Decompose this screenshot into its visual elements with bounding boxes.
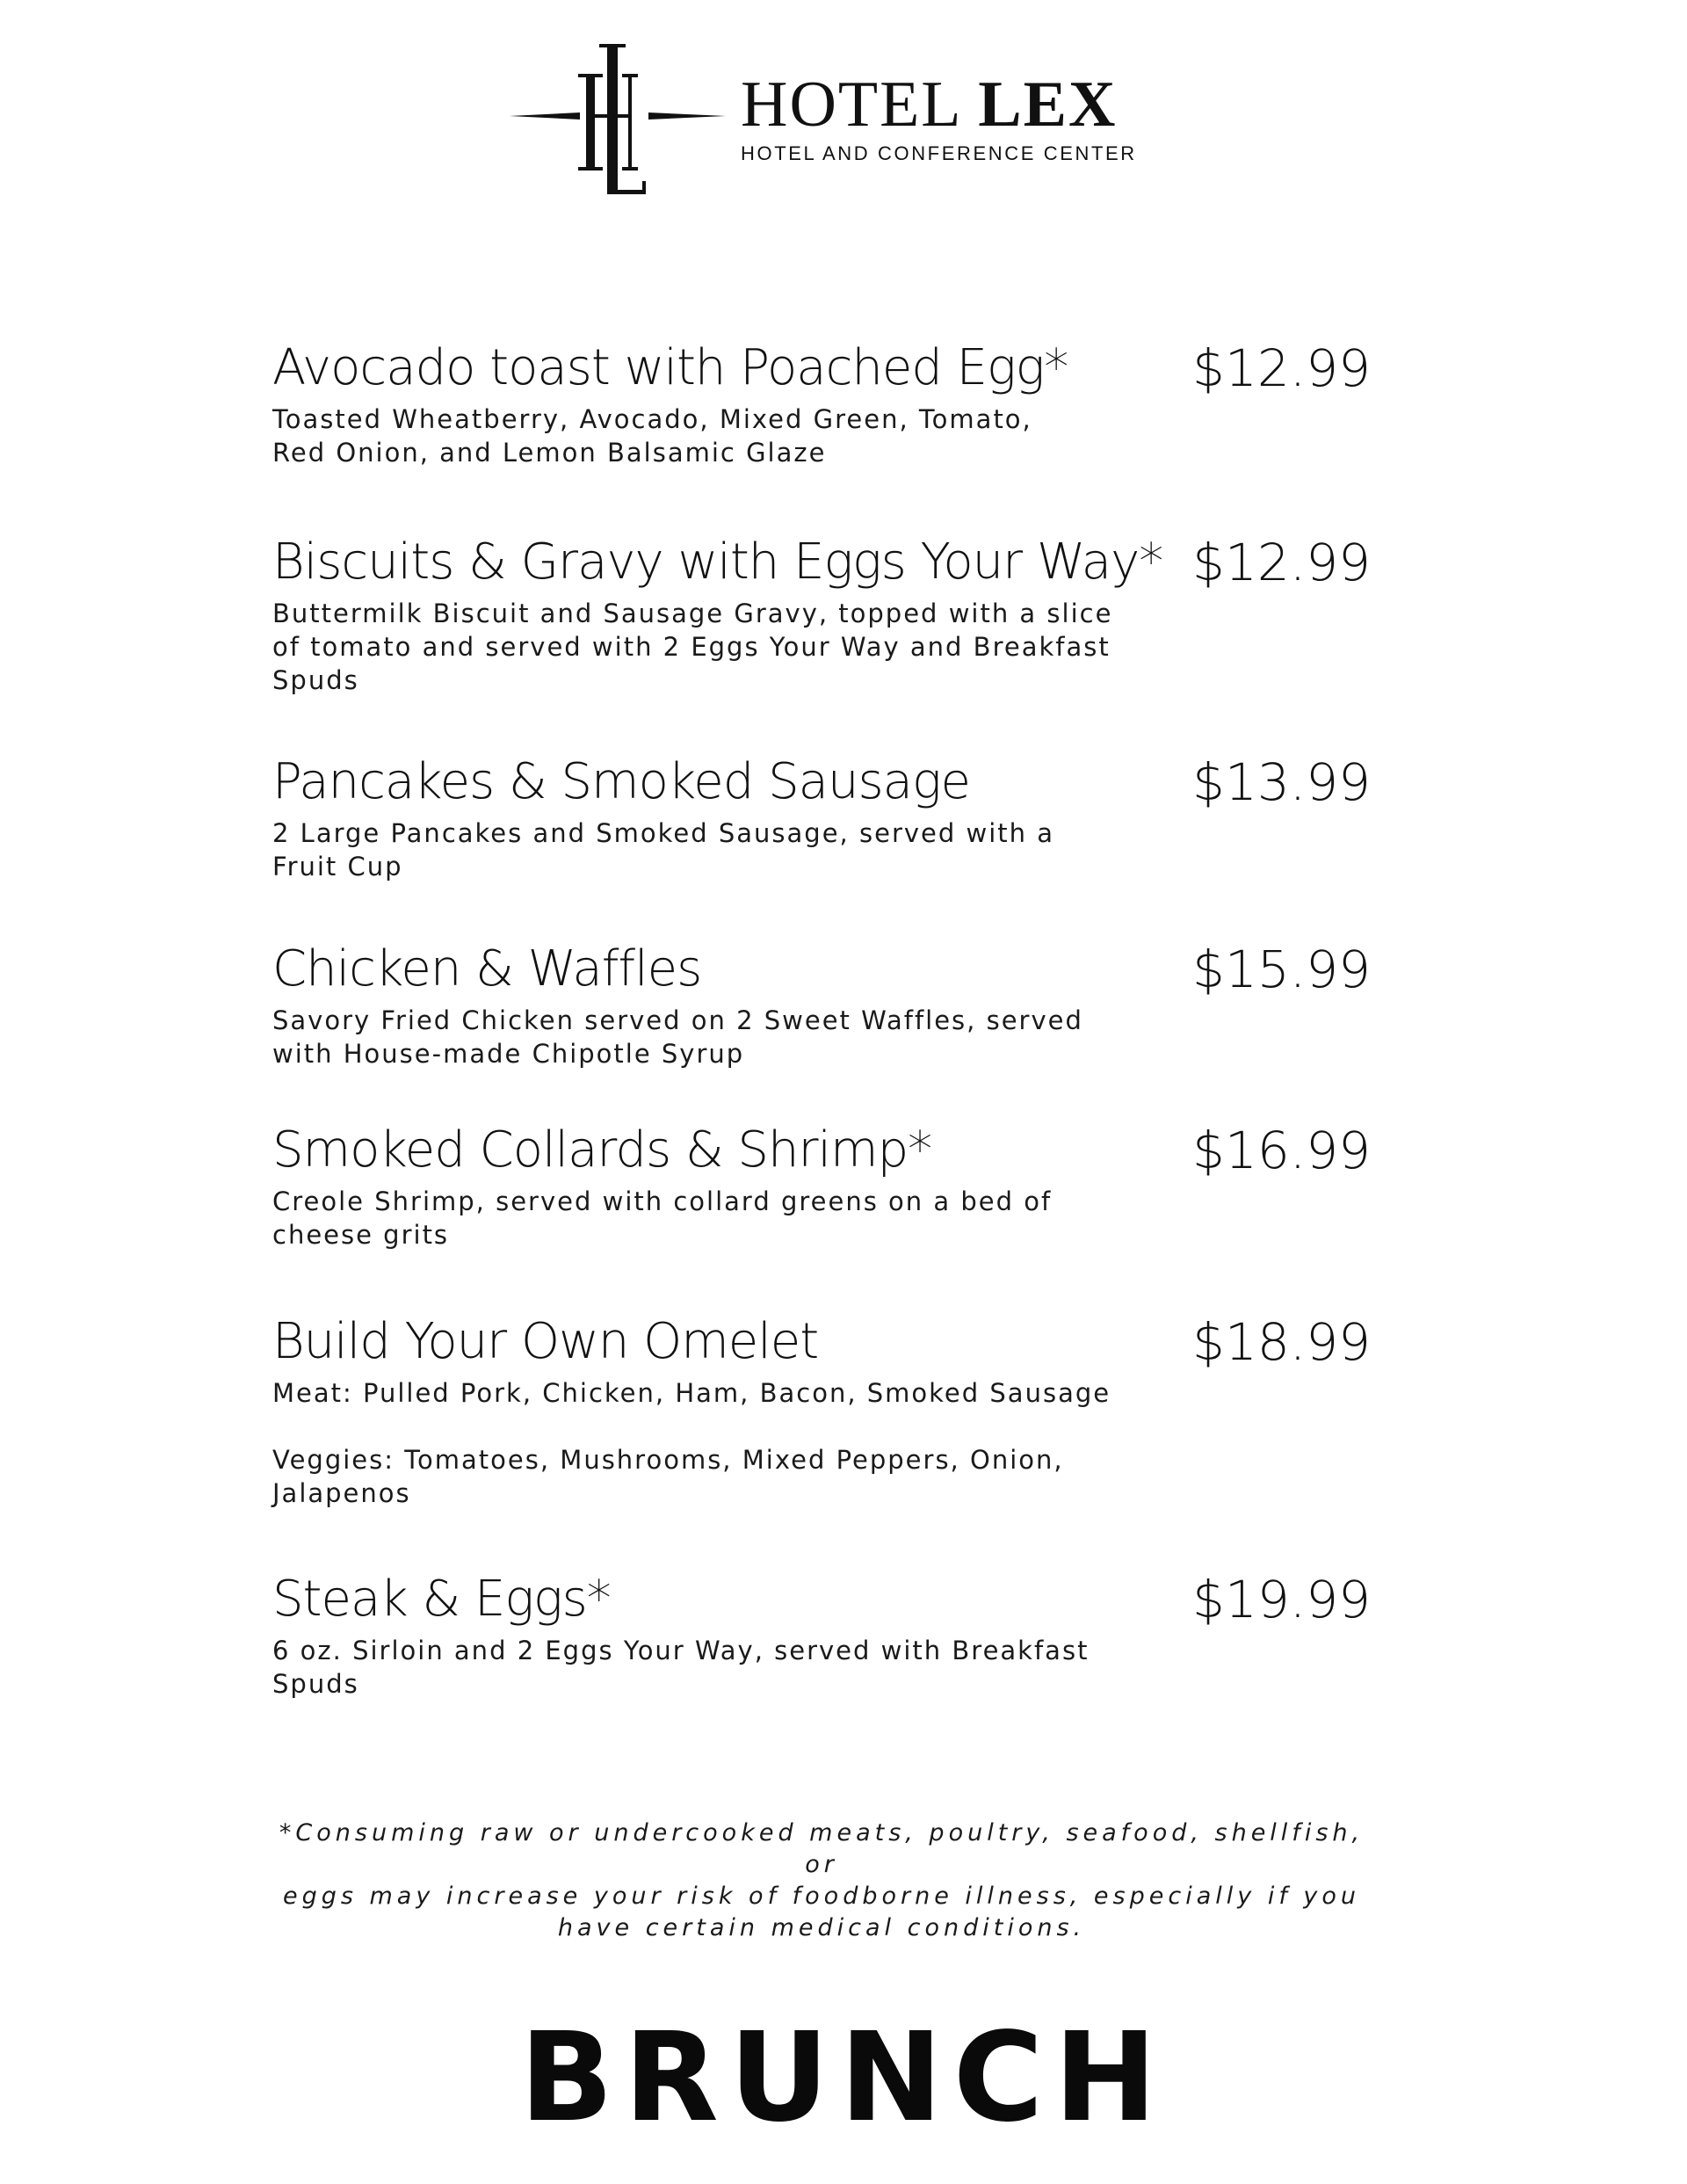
- menu-item-name: Biscuits & Gravy with Eggs Your Way*: [272, 533, 1163, 591]
- hotel-name: [741, 69, 1137, 141]
- description-line: of tomato and served with 2 Eggs Your Way and Breakfast: [272, 632, 1111, 662]
- description-line: Fruit Cup: [272, 852, 403, 882]
- hotel-name-light: HOTEL: [741, 69, 960, 141]
- description-line: Savory Fried Chicken served on 2 Sweet Waffles, served: [272, 1005, 1083, 1035]
- hl-monogram-icon: [492, 35, 738, 202]
- description-line: Red Onion, and Lemon Balsamic Glaze: [272, 438, 827, 468]
- disclaimer-line: eggs may increase your risk of foodborne illness, especially if you: [282, 1883, 1361, 1910]
- menu-item-name: Smoked Collards & Shrimp*: [272, 1121, 932, 1179]
- hotel-name-bold: LEX: [978, 69, 1118, 141]
- description-line: Buttermilk Biscuit and Sausage Gravy, topped with a slice: [272, 599, 1113, 628]
- menu-item-name: Build Your Own Omelet: [272, 1313, 819, 1370]
- menu-item-description: [272, 1634, 1151, 1701]
- menu-item-description: [272, 597, 1151, 697]
- menu-item-name: Pancakes & Smoked Sausage: [272, 753, 970, 810]
- hotel-subtitle: HOTEL AND CONFERENCE CENTER: [741, 142, 1137, 164]
- description-line: Jalapenos: [272, 1478, 411, 1508]
- description-line: Toasted Wheatberry, Avocado, Mixed Green, Tomato,: [272, 404, 1032, 434]
- food-safety-disclaimer: [264, 1818, 1379, 1944]
- description-meat: Meat: Pulled Pork, Chicken, Ham, Bacon, Smoked Sausage: [272, 1378, 1111, 1408]
- menu-item-name: Avocado toast with Poached Egg*: [272, 339, 1068, 396]
- menu-item-description: [272, 1185, 1151, 1252]
- description-line: cheese grits: [272, 1220, 450, 1250]
- description-line: Veggies: Tomatoes, Mushrooms, Mixed Peppers, Onion,: [272, 1445, 1064, 1475]
- disclaimer-line: have certain medical conditions.: [557, 1914, 1086, 1941]
- menu-item-description: [272, 1004, 1151, 1070]
- menu-item-price: $19.99: [1192, 1570, 1371, 1629]
- menu-section-title: BRUNCH: [519, 2006, 1168, 2150]
- description-line: Spuds: [272, 665, 359, 695]
- description-line: 6 oz. Sirloin and 2 Eggs Your Way, served with Breakfast: [272, 1636, 1090, 1665]
- disclaimer-line: *Consuming raw or undercooked meats, poultry, seafood, shellfish, or: [279, 1819, 1365, 1878]
- menu-item-price: $16.99: [1192, 1121, 1371, 1180]
- description-veggies: [272, 1443, 1151, 1510]
- menu-item-price: $13.99: [1192, 752, 1371, 812]
- description-line: with House-made Chipotle Syrup: [272, 1039, 745, 1069]
- menu-item-description: [272, 403, 1151, 469]
- description-line: Spuds: [272, 1669, 359, 1699]
- description-line: 2 Large Pancakes and Smoked Sausage, served with a: [272, 818, 1055, 848]
- menu-item-price: $12.99: [1192, 533, 1371, 592]
- hotel-logo: [492, 35, 1213, 202]
- menu-item-price: $12.99: [1192, 338, 1371, 398]
- menu-item-name: Steak & Eggs*: [272, 1571, 611, 1628]
- logo-wordmark: [741, 69, 1137, 165]
- menu-item-price: $15.99: [1192, 940, 1371, 999]
- menu-item-description: [272, 816, 1151, 883]
- description-line: Creole Shrimp, served with collard greens on a bed of: [272, 1186, 1053, 1216]
- menu-item-description: [272, 1376, 1151, 1510]
- menu-item-price: $18.99: [1192, 1312, 1371, 1372]
- menu-item-name: Chicken & Waffles: [272, 940, 702, 998]
